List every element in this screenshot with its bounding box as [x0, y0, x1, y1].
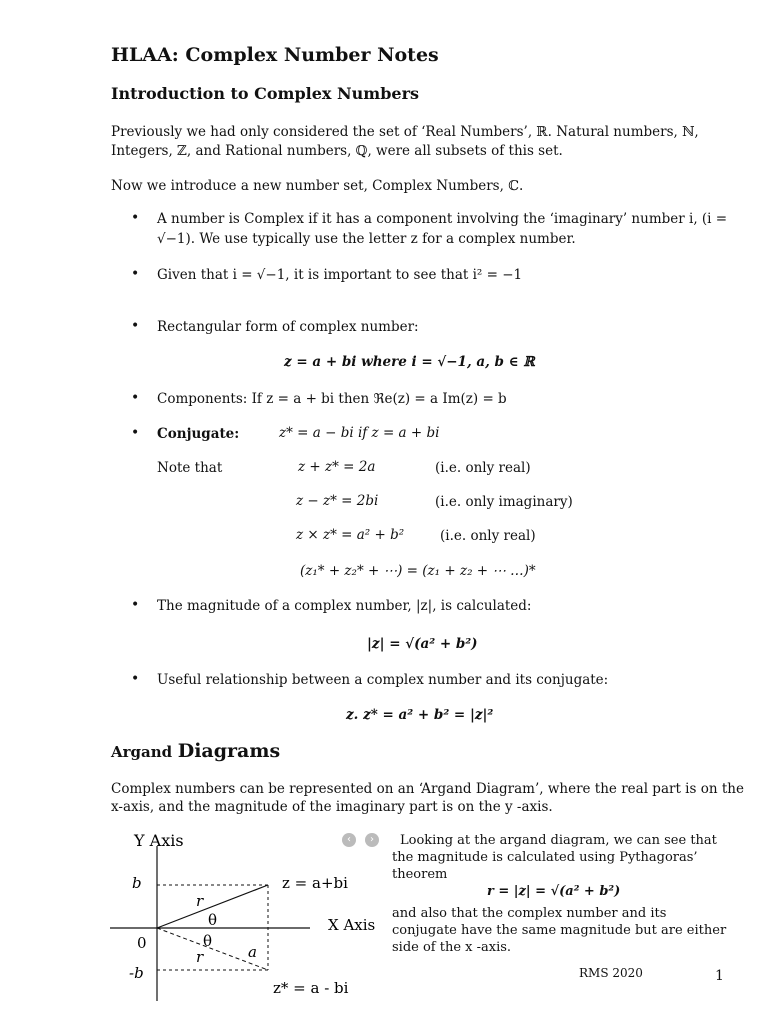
- bullet-text: Given that i = √−1, it is important to see that i² = −1: [157, 267, 523, 283]
- components-text: Components: If z = a + bi then ℜe(z) = a Im(z) = b: [157, 391, 507, 407]
- section-heading-argand: [111, 740, 280, 762]
- next-page-button[interactable]: ›: [365, 833, 379, 847]
- argand-text: x-axis, and the magnitude of the imaginary part is on the y -axis.: [111, 799, 553, 815]
- bullet-marker: •: [131, 425, 140, 441]
- r-label: r: [196, 948, 204, 966]
- note-formula: z × z* = a² + b²: [296, 527, 405, 543]
- b-label: b: [132, 874, 142, 892]
- page-title: HLAA: Complex Number Notes: [111, 44, 439, 66]
- side-text: the magnitude is calculated using Pythagoras’: [392, 850, 698, 865]
- rectangular-form-formula: z = a + bi where i = √−1, a, b ∈ ℝ: [284, 354, 535, 370]
- relationship-formula: z. z* = a² + b² = |z|²: [346, 707, 494, 723]
- side-text: Looking at the argand diagram, we can see that: [400, 833, 717, 848]
- note-comment: (i.e. only real): [440, 528, 536, 544]
- z-label: z = a+bi: [282, 874, 348, 892]
- conjugate-label: Conjugate:: [157, 426, 240, 442]
- bullet-marker: •: [131, 210, 140, 226]
- side-text: and also that the complex number and its: [392, 906, 667, 921]
- a-label: a: [248, 943, 257, 961]
- r-label: r: [196, 892, 204, 910]
- bullet-marker: •: [131, 390, 140, 406]
- argand-text: Complex numbers can be represented on an ‘Argand Diagram’, where the real part is on the: [111, 781, 744, 797]
- argand-diagram: [110, 826, 390, 1006]
- bullet-marker: •: [131, 266, 140, 282]
- x-axis-label: X Axis: [328, 916, 376, 934]
- side-text: side of the x -axis.: [392, 940, 512, 955]
- note-formula: z − z* = 2bi: [296, 493, 379, 509]
- section-heading-intro: Introduction to Complex Numbers: [111, 84, 420, 103]
- bullet-text: Rectangular form of complex number:: [157, 319, 419, 335]
- conjugate-formula: z* = a − bi if z = a + bi: [279, 425, 440, 441]
- note-formula: z + z* = 2a: [298, 459, 376, 475]
- bullet-marker: •: [131, 597, 140, 613]
- page-number: 1: [715, 968, 724, 984]
- y-axis-label: Y Axis: [134, 831, 184, 850]
- note-comment: (i.e. only real): [435, 460, 531, 476]
- magnitude-formula: |z| = √(a² + b²): [367, 636, 478, 652]
- footer-text: RMS 2020: [579, 966, 643, 980]
- origin-label: 0: [137, 934, 147, 952]
- side-formula: r = |z| = √(a² + b²): [487, 884, 621, 899]
- intro-text: Now we introduce a new number set, Complex Numbers, ℂ.: [111, 178, 524, 194]
- intro-text: Integers, ℤ, and Rational numbers, ℚ, were all subsets of this set.: [111, 143, 563, 159]
- conjugate-sum-formula: (z₁* + z₂* + ⋯) = (z₁ + z₂ + ⋯ …)*: [300, 563, 536, 579]
- bullet-text: √−1). We use typically use the letter z for a complex number.: [157, 231, 576, 247]
- side-text: theorem: [392, 867, 448, 882]
- z-conj-label: z* = a - bi: [273, 979, 349, 997]
- heading-part: Diagrams: [177, 740, 281, 762]
- note-label: Note that: [157, 460, 223, 476]
- bullet-text: Useful relationship between a complex number and its conjugate:: [157, 672, 609, 688]
- side-text: conjugate have the same magnitude but are either: [392, 923, 727, 938]
- prev-page-button[interactable]: ‹: [342, 833, 356, 847]
- intro-text: Previously we had only considered the set of ‘Real Numbers’, ℝ. Natural numbers, ℕ,: [111, 124, 699, 140]
- bullet-text: The magnitude of a complex number, |z|, is calculated:: [157, 598, 532, 614]
- theta-label: θ: [208, 911, 218, 929]
- bullet-marker: •: [131, 671, 140, 687]
- bullet-marker: •: [131, 318, 140, 334]
- heading-part: Argand: [111, 743, 173, 761]
- note-comment: (i.e. only imaginary): [435, 494, 573, 510]
- neg-b-label: -b: [129, 964, 144, 982]
- bullet-text: A number is Complex if it has a component involving the ‘imaginary’ number i, (i =: [157, 211, 728, 227]
- theta-label: θ: [203, 932, 213, 950]
